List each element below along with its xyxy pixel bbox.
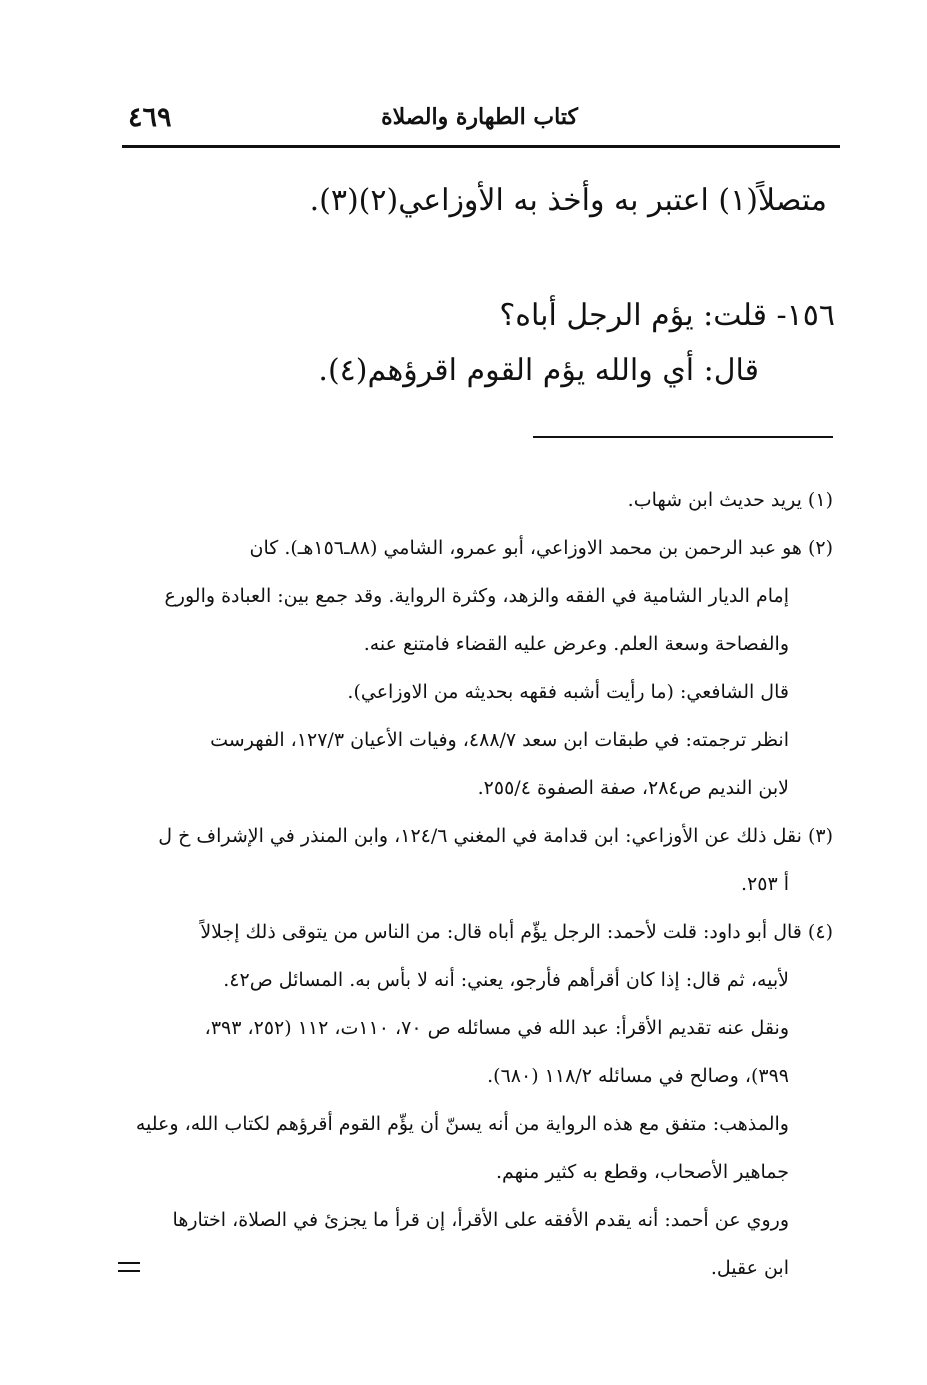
footnotes [118,476,833,1292]
footnote-4-line: ونقل عنه تقديم الأقرأ: عبد الله في مسائله ص ٧٠، ١١٠ت، ١١٢ (٢٥٢، ٣٩٣، [204,1017,789,1039]
footnote-4-line: (٤) قال أبو داود: قلت لأحمد: الرجل يؤّم أباه قال: من الناس من يتوقى ذلك إجلالاً [200,921,833,943]
footnote-2-line: لابن النديم ص٢٨٤، صفة الصفوة ٢٥٥/٤. [477,777,789,799]
footnote-4-line: ابن عقيل. [710,1257,789,1279]
running-title: كتاب الطهارة والصلاة [381,104,578,130]
footnote-4-line: وروي عن أحمد: أنه يقدم الأفقه على الأقرأ، إن قرأ ما يجزئ في الصلاة، اختارها [172,1209,789,1231]
footnote-3-line: (٣) نقل ذلك عن الأوزاعي: ابن قدامة في المغني ١٢٤/٦، وابن المنذر في الإشراف خ ل [158,825,833,847]
page-number: ٤٦٩ [128,102,172,133]
footnote-2-line: قال الشافعي: (ما رأيت أشبه فقهه بحديثه من الاوزاعي). [347,681,789,703]
question-156: ١٥٦- قلت: يؤم الرجل أباه؟ [499,298,835,333]
footnote-1-line: (١) يريد حديث ابن شهاب. [627,489,833,511]
page-header [122,100,837,136]
footnote-4-line: لأبيه، ثم قال: إذا كان أقرأهم فأرجو، يعني: أنه لا بأس به. المسائل ص٤٢. [223,969,789,991]
footnote-4-line: والمذهب: متفق مع هذه الرواية من أنه يسنّ أن يؤّم القوم أقرؤهم لكتاب الله، وعليه [135,1113,789,1135]
answer-156: قال: أي والله يؤم القوم اقرؤهم(٤). [318,353,759,388]
footnote-separator [533,436,833,438]
footnote-3-line: أ ٢٥٣. [741,873,789,895]
page-end-mark [118,1262,140,1274]
header-rule [122,145,840,148]
footnote-2-line: انظر ترجمته: في طبقات ابن سعد ٤٨٨/٧، وفيات الأعيان ١٢٧/٣، الفهرست [210,729,789,751]
footnote-4-line: ٣٩٩)، وصالح في مسائله ١١٨/٢ (٦٨٠). [487,1065,789,1087]
footnote-2-line: (٢) هو عبد الرحمن بن محمد الاوزاعي، أبو عمرو، الشامي (٨٨ـ١٥٦هـ). كان [249,537,833,559]
footnote-4-line: جماهير الأصحاب، وقطع به كثير منهم. [495,1161,789,1183]
footnote-2-line: إمام الديار الشامية في الفقه والزهد، وكثرة الرواية. وقد جمع بين: العبادة والورع [164,585,789,607]
continuation-text: متصلاً(١) اعتبر به وأخذ به الأوزاعي(٢)(٣). [309,183,827,218]
footnote-2-line: والفصاحة وسعة العلم. وعرض عليه القضاء فامتنع عنه. [363,633,789,655]
